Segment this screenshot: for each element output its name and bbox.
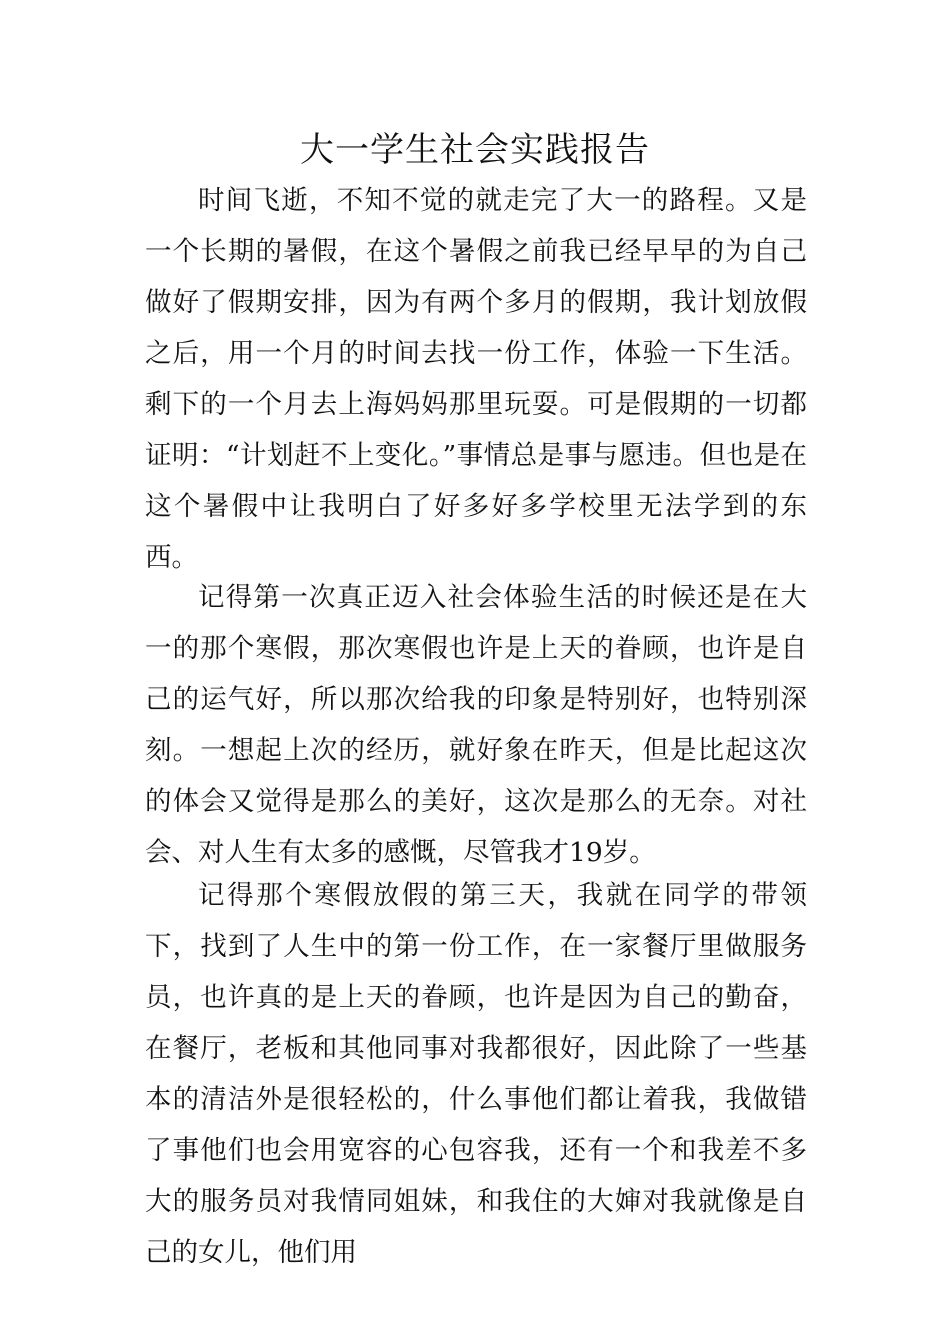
document-title: 大一学生社会实践报告 <box>300 130 650 170</box>
paragraph-block-2 <box>145 572 807 878</box>
paragraph-1: 时间飞逝，不知不觉的就走完了大一的路程。又是一个长期的暑假，在这个暑假之前我已经早早的为自己做好了假期安排，因为有两个多月的假期，我计划放假之后，用一个月的时间去找一份工作，体验一下生活。剩下的一个月去上海妈妈那里玩耍。可是假期的一切都证明：“计划赶不上变化。”事情总是事与愿违。但也是在这个暑假中让我明白了好多好多学校里无法学到的东西。 <box>145 185 807 573</box>
paragraph-block-1 <box>145 175 807 583</box>
paragraph-block-3 <box>145 870 807 1278</box>
paragraph-2: 记得第一次真正迈入社会体验生活的时候还是在大一的那个寒假，那次寒假也许是上天的眷顾，也许是自己的运气好，所以那次给我的印象是特别好，也特别深刻。一想起上次的经历，就好象在昨天，但是比起这次的体会又觉得是那么的美好，这次是那么的无奈。对社会、对人生有太多的感慨，尽管我才19岁。 <box>145 582 807 868</box>
paragraph-3: 记得那个寒假放假的第三天，我就在同学的带领下，找到了人生中的第一份工作，在一家餐厅里做服务员，也许真的是上天的眷顾，也许是因为自己的勤奋，在餐厅，老板和其他同事对我都很好，因此除了一些基本的清洁外是很轻松的，什么事他们都让着我，我做错了事他们也会用宽容的心包容我，还有一个和我差不多大的服务员对我情同姐妹，和我住的大婶对我就像是自己的女儿，他们用 <box>145 880 807 1268</box>
